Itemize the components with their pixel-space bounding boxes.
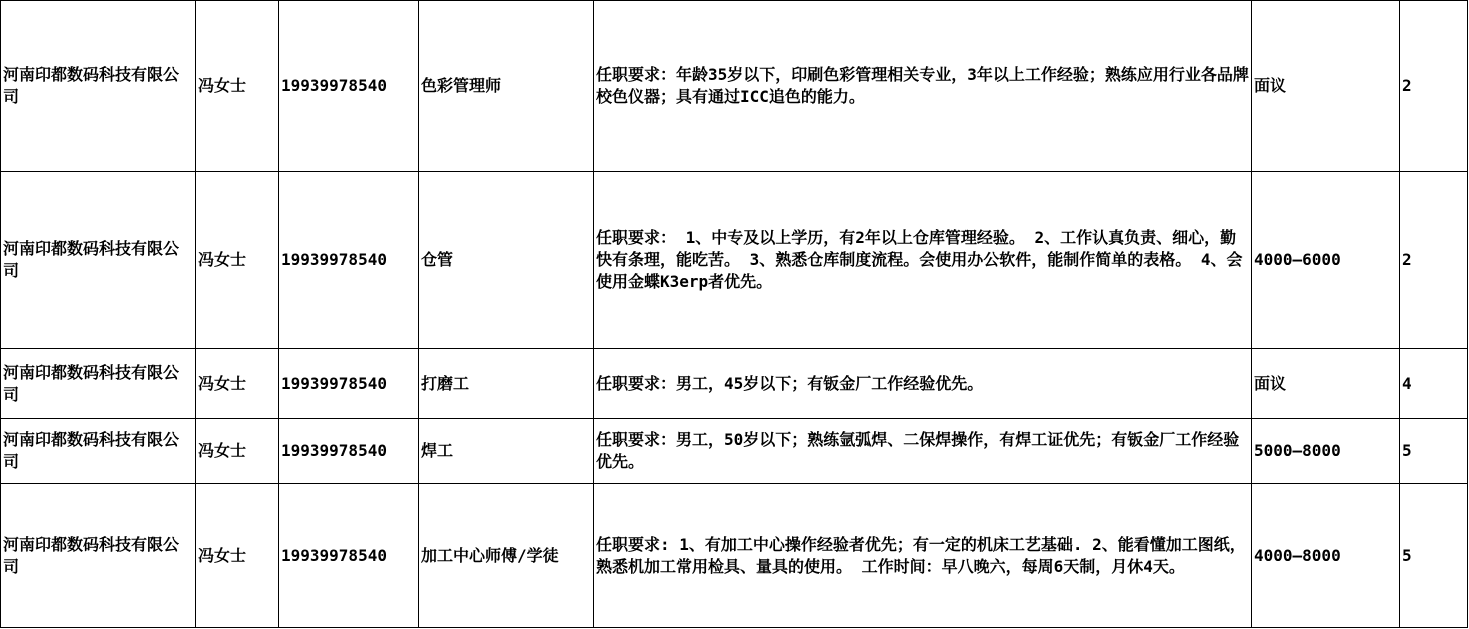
salary-cell: 5000—8000 xyxy=(1252,419,1400,484)
company-cell: 河南印都数码科技有限公司 xyxy=(1,484,196,628)
requirements-cell: 任职要求： 1、中专及以上学历，有2年以上仓库管理经验。 2、工作认真负责、细心，勤快有条理，能吃苦。 3、熟悉仓库制度流程。会使用办公软件，能制作简单的表格。 4、会使用金蝶K3erp者优先。 xyxy=(594,172,1252,349)
phone-cell: 19939978540 xyxy=(279,1,419,172)
headcount-cell: 5 xyxy=(1400,484,1468,628)
salary-cell: 面议 xyxy=(1252,349,1400,419)
salary-cell: 4000—6000 xyxy=(1252,172,1400,349)
phone-cell: 19939978540 xyxy=(279,172,419,349)
requirements-cell: 任职要求：男工，50岁以下；熟练氩弧焊、二保焊操作，有焊工证优先；有钣金厂工作经验优先。 xyxy=(594,419,1252,484)
company-cell: 河南印都数码科技有限公司 xyxy=(1,349,196,419)
phone-cell: 19939978540 xyxy=(279,484,419,628)
salary-cell: 面议 xyxy=(1252,1,1400,172)
position-cell: 打磨工 xyxy=(419,349,594,419)
requirements-cell: 任职要求：年龄35岁以下，印刷色彩管理相关专业，3年以上工作经验；熟练应用行业各品牌校色仪器；具有通过ICC追色的能力。 xyxy=(594,1,1252,172)
contact-cell: 冯女士 xyxy=(196,1,279,172)
position-cell: 加工中心师傅/学徒 xyxy=(419,484,594,628)
requirements-cell: 任职要求: 1、有加工中心操作经验者优先；有一定的机床工艺基础. 2、能看懂加工图纸，熟悉机加工常用检具、量具的使用。 工作时间：早八晚六，每周6天制，月休4天。 xyxy=(594,484,1252,628)
table-row xyxy=(1,349,1468,419)
position-cell: 仓管 xyxy=(419,172,594,349)
phone-cell: 19939978540 xyxy=(279,419,419,484)
headcount-cell: 2 xyxy=(1400,172,1468,349)
contact-cell: 冯女士 xyxy=(196,172,279,349)
headcount-cell: 5 xyxy=(1400,419,1468,484)
contact-cell: 冯女士 xyxy=(196,419,279,484)
contact-cell: 冯女士 xyxy=(196,484,279,628)
company-cell: 河南印都数码科技有限公司 xyxy=(1,419,196,484)
requirements-cell: 任职要求：男工，45岁以下；有钣金厂工作经验优先。 xyxy=(594,349,1252,419)
table-row xyxy=(1,1,1468,172)
company-cell: 河南印都数码科技有限公司 xyxy=(1,1,196,172)
salary-cell: 4000—8000 xyxy=(1252,484,1400,628)
headcount-cell: 2 xyxy=(1400,1,1468,172)
company-cell: 河南印都数码科技有限公司 xyxy=(1,172,196,349)
contact-cell: 冯女士 xyxy=(196,349,279,419)
position-cell: 焊工 xyxy=(419,419,594,484)
headcount-cell: 4 xyxy=(1400,349,1468,419)
table-row xyxy=(1,172,1468,349)
position-cell: 色彩管理师 xyxy=(419,1,594,172)
table-row xyxy=(1,419,1468,484)
phone-cell: 19939978540 xyxy=(279,349,419,419)
table-row xyxy=(1,484,1468,628)
